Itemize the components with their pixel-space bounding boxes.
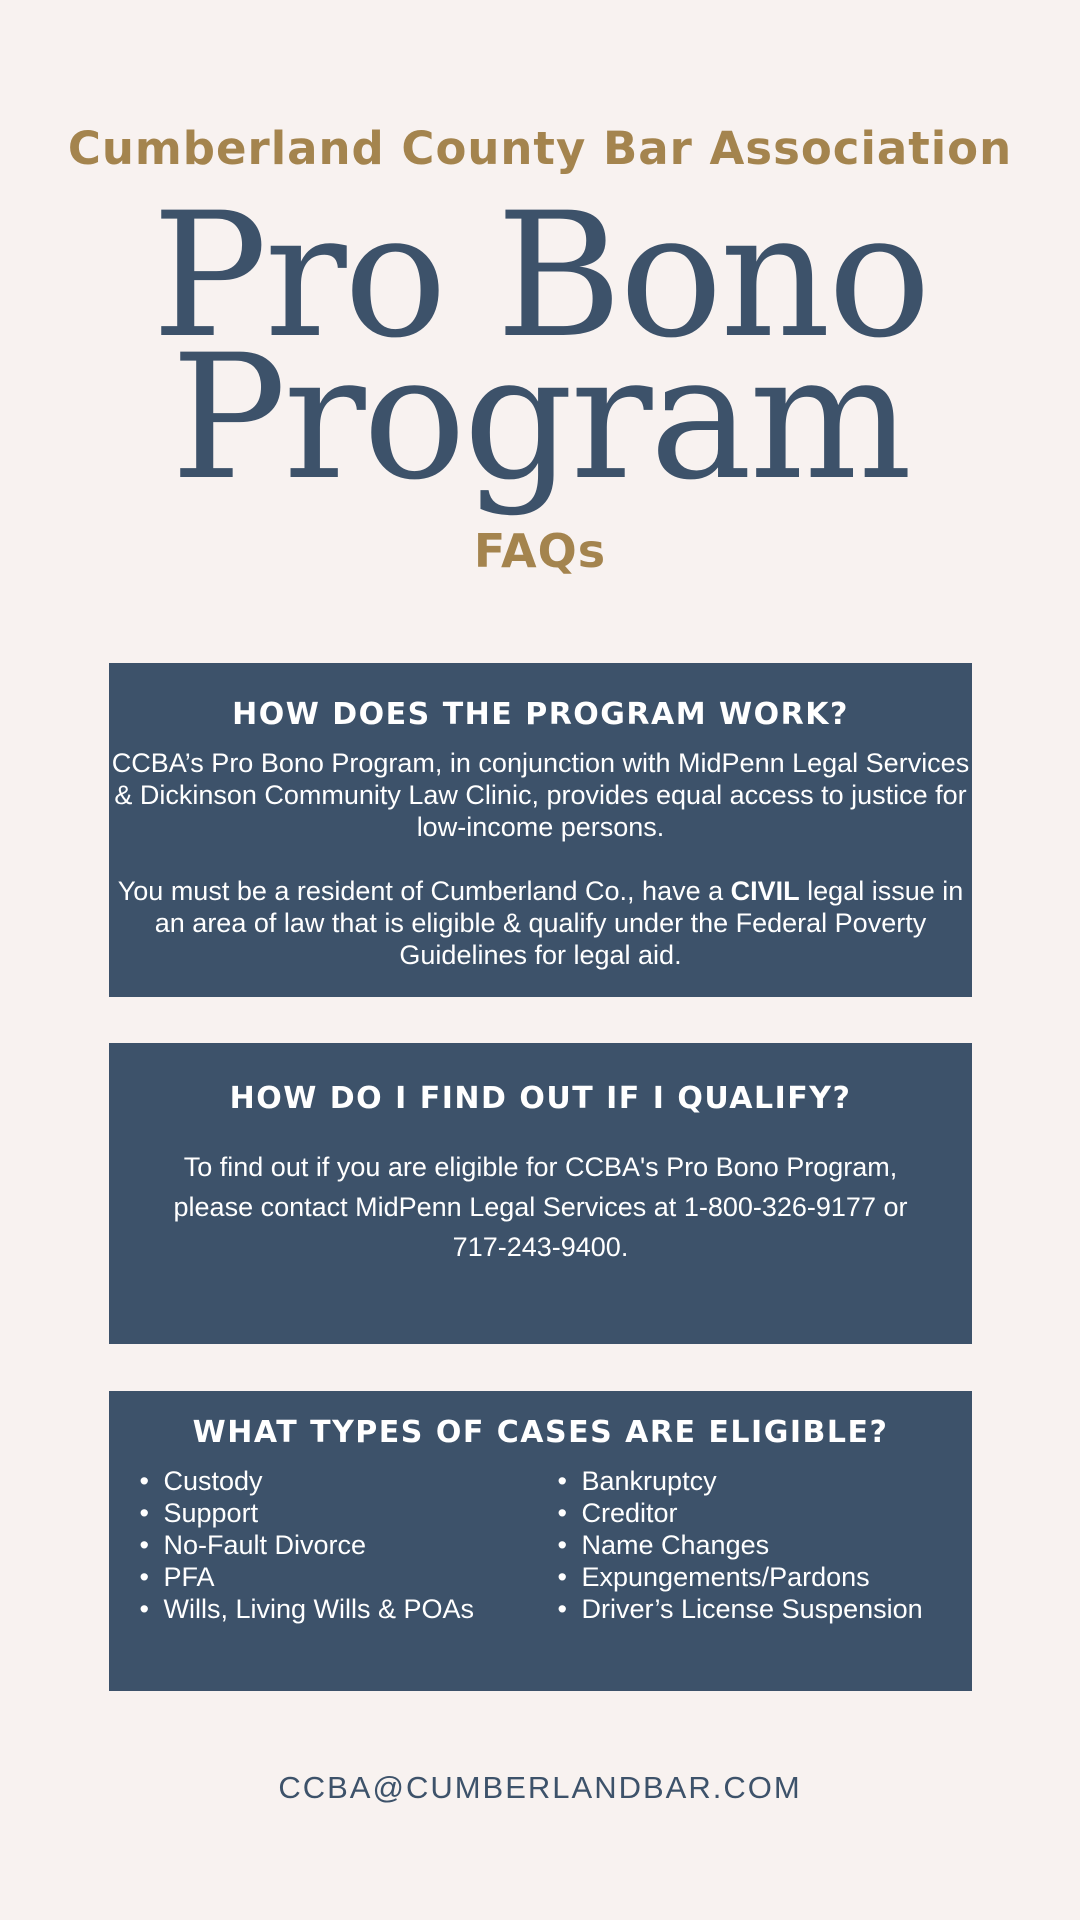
list-item: • Creditor	[554, 1497, 946, 1529]
contact-email: CCBA@CUMBERLANDBAR.COM	[278, 1770, 802, 1805]
list-item: • Support	[136, 1497, 554, 1529]
cases-heading: WHAT TYPES OF CASES ARE ELIGIBLE?	[192, 1415, 889, 1450]
list-item: • No-Fault Divorce	[136, 1529, 554, 1561]
program-info-box	[109, 663, 972, 997]
program-paragraph-2-start: You must be a resident of Cumberland Co., have a	[117, 876, 731, 906]
list-item: • PFA	[136, 1561, 554, 1593]
cases-list-left	[136, 1465, 554, 1625]
list-item: • Wills, Living Wills & POAs	[136, 1593, 554, 1625]
eligible-cases-box	[109, 1391, 972, 1691]
list-item: • Custody	[136, 1465, 554, 1497]
list-item: • Expungements/Pardons	[554, 1561, 946, 1593]
cases-list-right	[554, 1465, 946, 1625]
program-heading: HOW DOES THE PROGRAM WORK?	[232, 697, 849, 732]
civil-emphasis: CIVIL	[730, 876, 800, 906]
program-paragraph-1: CCBA’s Pro Bono Program, in conjunction with MidPenn Legal Services & Dickinson Community Law Clinic, provides equal access to justice for low-income persons.	[111, 748, 970, 842]
qualify-heading: HOW DO I FIND OUT IF I QUALIFY?	[229, 1081, 852, 1116]
list-item: • Bankruptcy	[554, 1465, 946, 1497]
program-paragraph-2	[109, 875, 972, 971]
qualify-info-box	[109, 1043, 972, 1344]
cases-lists	[109, 1465, 972, 1625]
title-line-1: Pro Bono	[151, 175, 929, 376]
organization-name: Cumberland County Bar Association	[67, 122, 1013, 175]
program-paragraph-2-end: legal issue in an area of law that is eligible & qualify under the Federal Poverty Guidelines for legal aid.	[154, 876, 964, 970]
title-line-2: Program	[170, 317, 910, 518]
qualify-paragraph: To find out if you are eligible for CCBA's Pro Bono Program, please contact MidPenn Legal Services at 1-800-326-9177 or 717-243-9400.	[173, 1152, 908, 1262]
list-item: • Name Changes	[554, 1529, 946, 1561]
faqs-subtitle: FAQs	[473, 524, 607, 578]
list-item: • Driver’s License Suspension	[554, 1593, 946, 1625]
